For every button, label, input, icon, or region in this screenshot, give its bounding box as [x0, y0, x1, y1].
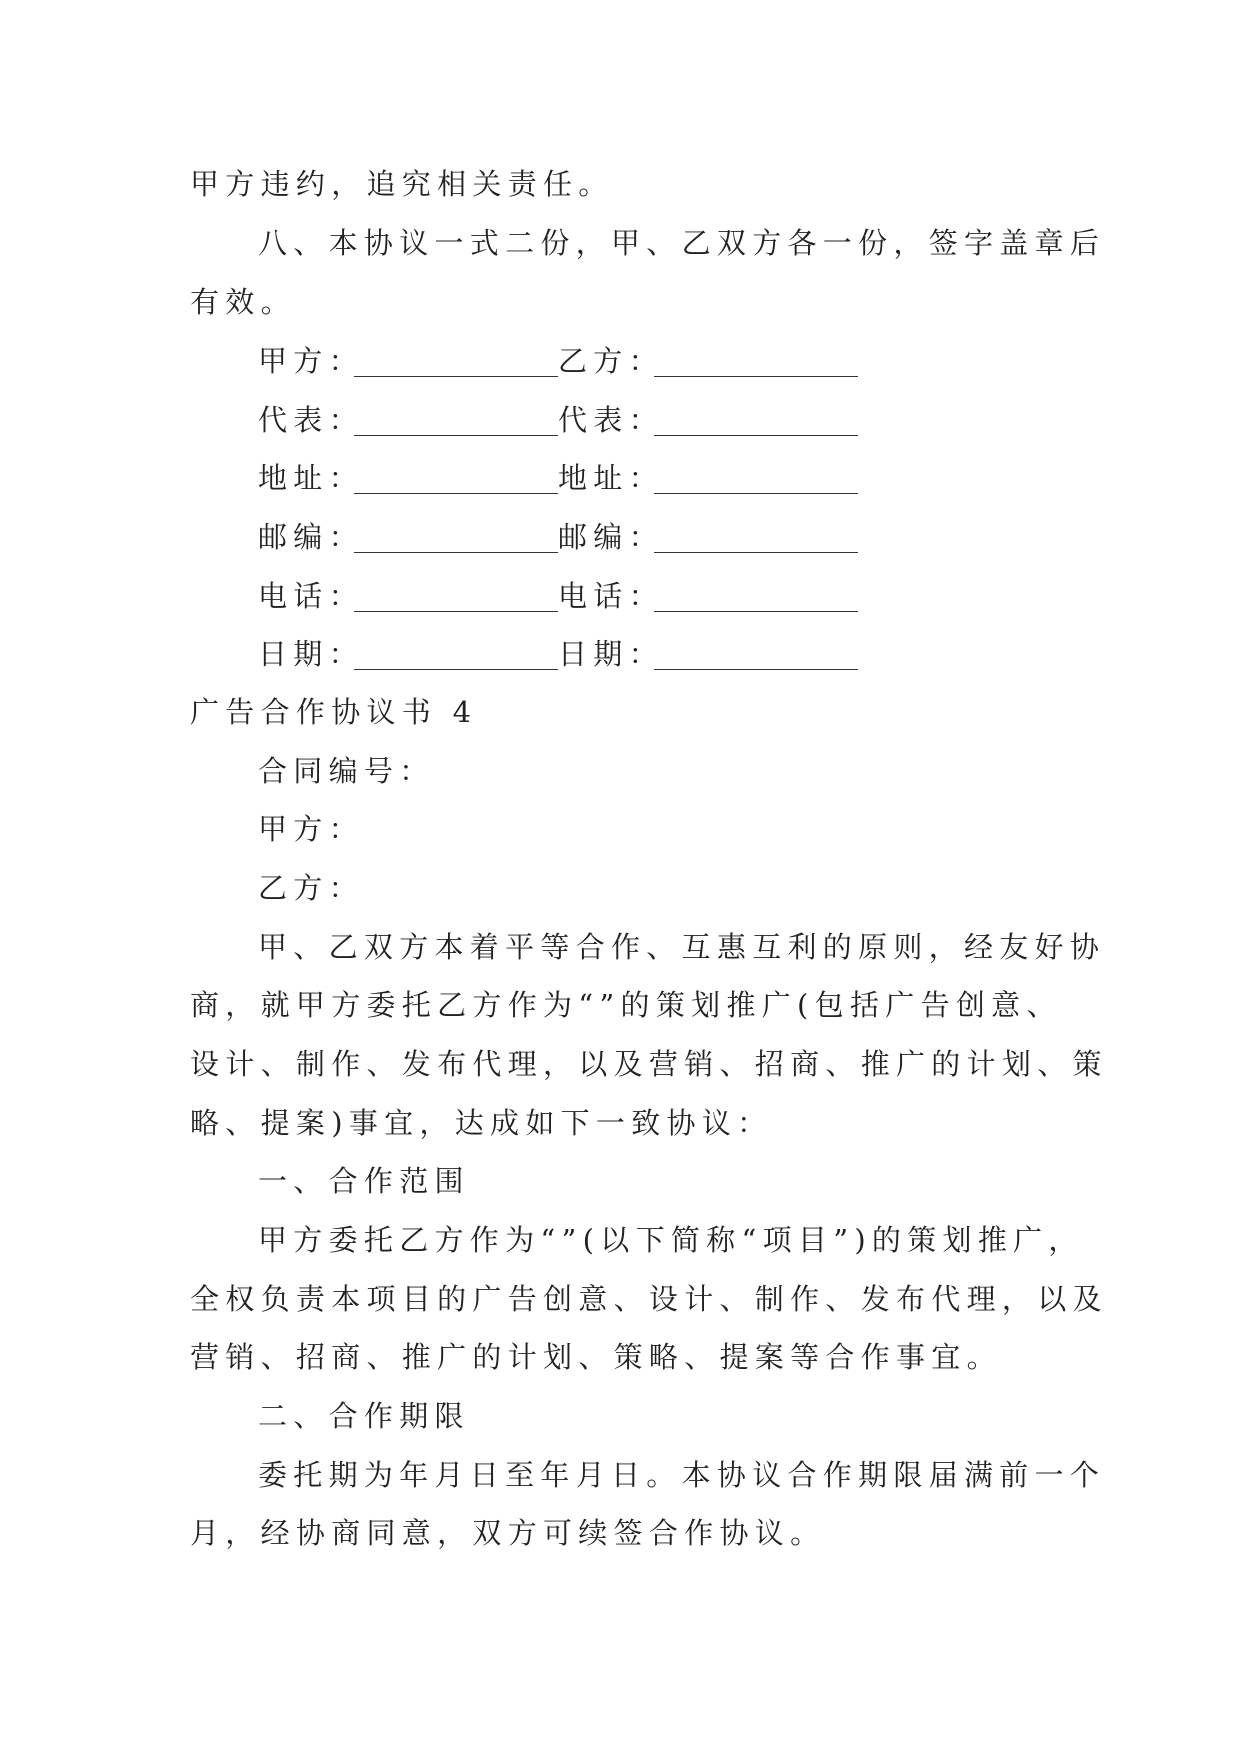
paragraph-line: 营销、招商、推广的计划、策略、提案等合作事宜。: [190, 1340, 1002, 1374]
paragraph-line: 甲、乙双方本着平等合作、互惠互利的原则，经友好协: [258, 930, 1106, 964]
signature-blank: [654, 376, 858, 377]
signature-label-party-a: 邮编：: [258, 520, 364, 554]
signature-blank: [354, 611, 558, 612]
signature-blank: [654, 611, 858, 612]
signature-label-party-b: 地址：: [558, 461, 664, 495]
signature-label-party-a: 代表：: [258, 403, 364, 437]
paragraph-line: 全权负责本项目的广告创意、设计、制作、发布代理，以及: [190, 1282, 1108, 1316]
signature-blank: [654, 435, 858, 436]
section-heading: 一、合作范围: [258, 1164, 470, 1198]
signature-blank: [354, 552, 558, 553]
paragraph-line: 委托期为年月日至年月日。本协议合作期限届满前一个: [258, 1458, 1106, 1492]
contract-number-label: 合同编号：: [258, 754, 435, 788]
party-a-label: 甲方：: [258, 812, 364, 846]
signature-blank: [654, 552, 858, 553]
signature-blank: [654, 669, 858, 670]
signature-blank: [354, 376, 558, 377]
signature-blank: [354, 669, 558, 670]
signature-label-party-b: 乙方：: [558, 344, 664, 378]
signature-blank: [654, 493, 858, 494]
section-title: 广告合作协议书 4: [190, 695, 478, 729]
signature-blank: [354, 435, 558, 436]
signature-label-party-a: 地址：: [258, 461, 364, 495]
signature-label-party-b: 电话：: [558, 579, 664, 613]
paragraph-line: 八、本协议一式二份，甲、乙双方各一份，签字盖章后: [258, 226, 1106, 260]
signature-label-party-b: 日期：: [558, 637, 664, 671]
paragraph-line: 有效。: [190, 285, 296, 319]
paragraph-line: 略、提案)事宜，达成如下一致协议：: [190, 1106, 773, 1140]
paragraph-line: 甲方违约，追究相关责任。: [190, 167, 614, 201]
signature-label-party-b: 邮编：: [558, 520, 664, 554]
signature-label-party-a: 甲方：: [258, 344, 364, 378]
party-b-label: 乙方：: [258, 871, 364, 905]
paragraph-line: 设计、制作、发布代理，以及营销、招商、推广的计划、策: [190, 1047, 1108, 1081]
section-heading: 二、合作期限: [258, 1399, 470, 1433]
paragraph-line: 月，经协商同意，双方可续签合作协议。: [190, 1516, 826, 1550]
paragraph-line: 商，就甲方委托乙方作为“”的策划推广(包括广告创意、: [190, 988, 1062, 1022]
signature-label-party-a: 日期：: [258, 637, 364, 671]
paragraph-line: 甲方委托乙方作为“”(以下简称“项目”)的策划推广，: [258, 1223, 1084, 1257]
signature-blank: [354, 493, 558, 494]
signature-label-party-b: 代表：: [558, 403, 664, 437]
signature-label-party-a: 电话：: [258, 579, 364, 613]
